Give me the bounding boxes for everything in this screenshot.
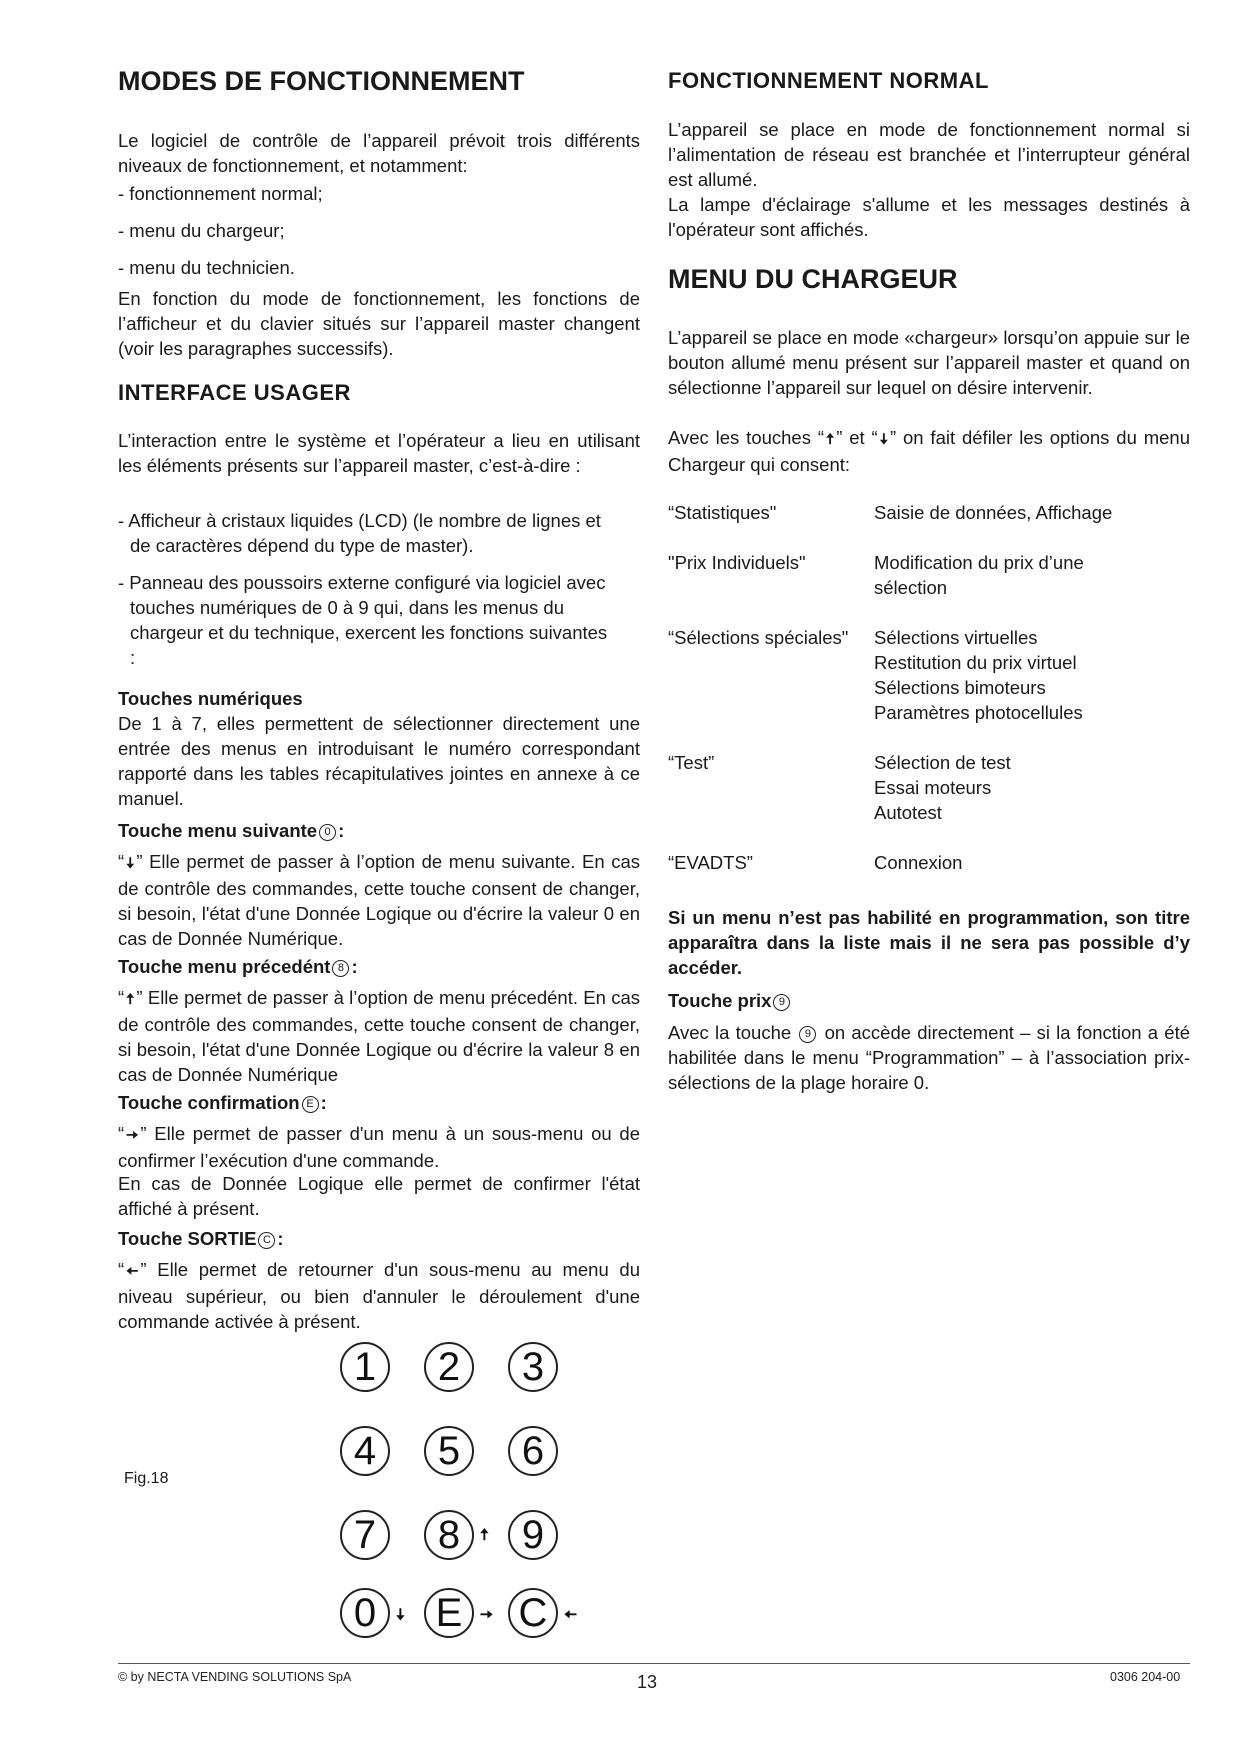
chargeur-text: L’appareil se place en mode «chargeur» lorsqu’on appuie sur le bouton allumé menu présent sur l’appareil master et quand on sélectionne l’appareil sur lequel on désire intervenir. — [668, 327, 1190, 398]
arrow-up-icon: 🠅 — [126, 990, 135, 1008]
confirm-title: Touche confirmation E : — [118, 1092, 327, 1113]
next-title: Touche menu suivante 0 : — [118, 820, 345, 841]
keypad-key-0: 0 — [340, 1588, 390, 1638]
mode-item: - fonctionnement normal; — [118, 183, 323, 204]
touches-num-text: De 1 à 7, elles permettent de sélectionner directement une entrée des menus en introduisant le numéro correspondant rapporté dans les tables récapitulatives jointes en annexe à ce manuel. — [118, 713, 640, 809]
keypad-key-c: C — [508, 1588, 558, 1638]
touches-num-title: Touches numériques — [118, 688, 303, 709]
key-8-icon: 8 — [332, 960, 349, 977]
normal-text: L’appareil se place en mode de fonctionnement normal si l’alimentation de réseau est branchée et l’interrupteur général est allumé. — [668, 119, 1190, 190]
key-c-icon: C — [258, 1232, 275, 1249]
arrow-left-icon: 🠄 — [126, 1262, 139, 1280]
interface-title: INTERFACE USAGER — [118, 380, 351, 405]
key-e-icon: E — [302, 1096, 319, 1113]
arrow-down-icon: 🠇 — [126, 854, 135, 872]
prev-text: “ 🠅 ” Elle permet de passer à l’option de menu précedént. En cas de contrôle des commandes, cette touche consent de changer, si besoin, l'état d'une Donnée Logique ou d'écrire la valeur 8 en cas de Donnée Numérique — [118, 987, 640, 1085]
key-0-icon: 0 — [319, 824, 336, 841]
key-9-icon: 9 — [773, 994, 790, 1011]
keypad-key-7: 7 — [340, 1510, 390, 1560]
key-9-icon: 9 — [799, 1026, 816, 1043]
arrow-up-icon: 🠅 — [826, 430, 835, 448]
chargeur-title: MENU DU CHARGEUR — [668, 264, 958, 294]
chargeur-text-2: Avec les touches “ 🠅 ” et “ 🠇 ” on fait défiler les options du menu Chargeur qui consent: — [668, 427, 1190, 475]
next-text: “ 🠇 ” Elle permet de passer à l’option de menu suivante. En cas de contrôle des commandes, cette touche consent de changer, si besoin, l'état d'une Donnée Logique ou d'écrire la valeur 0 en cas de Donnée Numérique. — [118, 851, 640, 949]
note-text: Si un menu n’est pas habilité en programmation, son titre apparaîtra dans la liste mais il ne sera pas possible d’y accéder. — [668, 907, 1190, 978]
keypad-key-e: E — [424, 1588, 474, 1638]
page-title: MODES DE FONCTIONNEMENT — [118, 66, 525, 96]
mode-item: - menu du technicien. — [118, 257, 295, 278]
confirm-text-2: En cas de Donnée Logique elle permet de confirmer l'état affiché à présent. — [118, 1173, 640, 1219]
keypad-figure — [340, 1342, 600, 1642]
page-number: 13 — [637, 1672, 658, 1692]
footer-copyright: © by NECTA VENDING SOLUTIONS SpA — [118, 1670, 352, 1684]
keypad-key-3: 3 — [508, 1342, 558, 1392]
keypad-key-9: 9 — [508, 1510, 558, 1560]
intro-text: Le logiciel de contrôle de l’appareil prévoit trois différents niveaux de fonctionnement, et notamment: — [118, 130, 640, 176]
arrow-down-icon: 🠇 — [879, 430, 888, 448]
arrow-down-icon: 🠇 — [396, 1607, 405, 1624]
keypad-key-2: 2 — [424, 1342, 474, 1392]
keypad-key-8: 8 — [424, 1510, 474, 1560]
keypad-key-6: 6 — [508, 1426, 558, 1476]
bullet-item: - Panneau des poussoirs externe configuré via logiciel avec touches numériques de 0 à 9 qui, dans les menus du chargeur et du technique, exercent les fonctions suivantes : — [118, 572, 608, 668]
footer-divider — [118, 1663, 1190, 1664]
normal-title: FONCTIONNEMENT NORMAL — [668, 68, 989, 93]
bullet-item: - Afficheur à cristaux liquides (LCD) (le nombre de lignes et de caractères dépend du type de master). — [118, 510, 601, 556]
prix-title: Touche prix 9 — [668, 988, 1190, 1013]
arrow-right-icon: 🠆 — [126, 1126, 139, 1144]
confirm-text: “ 🠆 ” Elle permet de passer d'un menu à un sous-menu ou de confirmer l’exécution d'une commande. — [118, 1123, 640, 1171]
figure-label: Fig.18 — [124, 1470, 169, 1487]
keypad-key-4: 4 — [340, 1426, 390, 1476]
arrow-right-icon: 🠆 — [480, 1607, 494, 1624]
exit-title: Touche SORTIE C : — [118, 1228, 284, 1249]
normal-text-2: La lampe d'éclairage s'allume et les messages destinés à l'opérateur sont affichés. — [668, 194, 1190, 240]
modes-text: En fonction du mode de fonctionnement, les fonctions de l’afficheur et du clavier situés sur l’appareil master changent (voir les paragraphes successifs). — [118, 288, 640, 359]
interface-text: L’interaction entre le système et l’opérateur a lieu en utilisant les éléments présents sur l’appareil master, c’est-à-dire : — [118, 430, 640, 476]
keypad-key-1: 1 — [340, 1342, 390, 1392]
prev-title: Touche menu précedént 8 : — [118, 956, 358, 977]
arrow-left-icon: 🠄 — [564, 1607, 578, 1624]
mode-item: - menu du chargeur; — [118, 220, 285, 241]
footer-code: 0306 204-00 — [1110, 1670, 1181, 1684]
arrow-up-icon: 🠅 — [480, 1527, 489, 1544]
exit-text: “ 🠄 ” Elle permet de retourner d'un sous-menu au menu du niveau supérieur, ou bien d'annuler le déroulement d'une commande activée à présent. — [118, 1259, 640, 1332]
keypad-key-5: 5 — [424, 1426, 474, 1476]
prix-text: Avec la touche 9 on accède directement – si la fonction a été habilitée dans le menu “Programmation” – à l’association prix-sélections de la plage horaire 0. — [668, 1022, 1191, 1093]
